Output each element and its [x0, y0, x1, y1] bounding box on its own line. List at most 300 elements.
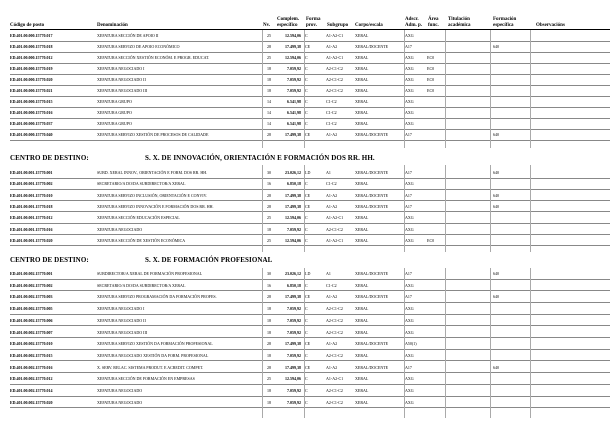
cell-adm: AXG: [405, 88, 414, 93]
cell-forma: LD: [305, 271, 311, 276]
cell-den: XEFATURA SECCIÓN DE FORMACIÓN EN EMPRESAS: [97, 376, 195, 382]
cell-adm: AXG: [405, 376, 414, 382]
cell-den: XEFATURA NEGOCIADO XESTIÓN DA FORM. PROFESIONAL: [97, 352, 209, 358]
cell-forma: C: [305, 317, 308, 323]
cell-sub: A2-C1-C2: [326, 88, 343, 93]
cell-code: ED.401.00.001.15770.001: [10, 170, 53, 175]
table-row: [0, 214, 615, 221]
cell-adm: AXG: [405, 282, 414, 288]
header-adscr: Adscr.: [405, 17, 419, 22]
cell-code: ED.401.00.002.15770.020: [10, 399, 53, 405]
cell-comp: 12.594,06: [285, 55, 301, 60]
cell-den: SUBDIRECTOR/A XERAL DE FORMACIÓN PROFESIONAL: [97, 271, 203, 276]
cell-forma: CE: [305, 294, 311, 300]
cell-forma: C: [305, 77, 308, 82]
cell-adm: AXG: [405, 388, 414, 393]
cell-den: XEFATURA SERVIZO DE APOIO ECONÓMICO: [97, 44, 180, 49]
column-rule: [490, 165, 491, 252]
cell-adm: AXG: [405, 329, 414, 335]
cell-form: 640: [493, 170, 499, 175]
cell-adm: A50(1): [405, 341, 417, 347]
cell-forma: LD: [305, 170, 311, 175]
cell-corp: XERAL: [355, 77, 369, 82]
cell-forma: C: [305, 388, 308, 393]
cell-adm: AXG: [405, 33, 414, 38]
cell-comp: 7.059,92: [287, 306, 301, 312]
cell-forma: C: [305, 215, 308, 221]
section-2-title: [10, 256, 273, 264]
cell-code: ED.401.00.000.15770.012: [10, 55, 53, 60]
cell-code: ED.401.00.000.15770.021: [10, 88, 53, 93]
cell-adm: AXG: [405, 306, 414, 312]
cell-den: XEFATURA GRUPO: [97, 99, 132, 104]
header-corpo: Corpo/escala: [355, 23, 383, 28]
table-row: [0, 352, 615, 359]
cell-code: ED.401.00.000.15770.019: [10, 66, 53, 71]
cell-comp: 17.499,38: [285, 364, 301, 370]
cell-adm: AXG: [405, 77, 414, 82]
table-row: [0, 317, 615, 324]
cell-forma: CE: [305, 192, 311, 198]
cell-corp: XERAL/DOCENTE: [355, 271, 389, 276]
table-row: [0, 270, 615, 277]
cell-nv: 18: [267, 399, 271, 405]
cell-den: XEFATURA NEGOCIADO II: [97, 77, 146, 82]
cell-nv: 14: [267, 110, 271, 115]
cell-sub: A1-A2: [326, 44, 338, 49]
cell-nv: 18: [267, 88, 271, 93]
header-titulacion: Titulación: [448, 17, 470, 22]
cell-comp: 6.541,98: [287, 121, 301, 126]
cell-nv: 14: [267, 99, 271, 104]
cell-code: ED.401.00.001.15770.010: [10, 192, 53, 198]
cell-den: XEFATURA GRUPO: [97, 121, 132, 126]
cell-sub: A2-C1-C2: [326, 399, 343, 405]
cell-forma: CE: [305, 364, 311, 370]
cell-den: XEFATURA SERVIZO PROGRAMACIÓN DA FORMACIÓN PROFES.: [97, 294, 217, 300]
cell-comp: 17.499,38: [285, 203, 301, 209]
header-codigo: Código de posto: [10, 23, 45, 28]
cell-comp: 7.059,92: [287, 226, 301, 232]
section-2-name: S. X. DE FORMACIÓN PROFESIONAL: [145, 256, 273, 264]
cell-comp: 12.594,06: [285, 376, 301, 382]
cell-form: 640: [493, 44, 499, 49]
cell-nv: 18: [267, 306, 271, 312]
cell-corp: XERAL/DOCENTE: [355, 341, 389, 347]
cell-den: XEFATURA SERVIZO INCLUSIÓN, ORIENTACIÓN E CONVIV.: [97, 192, 207, 198]
column-rule: [490, 30, 491, 148]
cell-forma: CE: [305, 132, 311, 137]
cell-sub: C1-C2: [326, 282, 337, 288]
cell-adm: AXG: [405, 399, 414, 405]
table-row: [0, 399, 615, 406]
cell-corp: XERAL: [355, 215, 369, 221]
cell-comp: 17.499,38: [285, 192, 301, 198]
cell-corp: XERAL: [355, 306, 369, 312]
table-row: [0, 43, 615, 50]
cell-code: ED.401.00.001.15770.020: [10, 237, 53, 243]
cell-corp: XERAL: [355, 388, 369, 393]
cell-comp: 23.026,12: [285, 170, 301, 175]
header-rule: [10, 29, 610, 30]
cell-den: X. SERV. RELAC. SISTEMA PRODUT. E ACREDIT. COMPET.: [97, 364, 204, 370]
column-rule: [445, 165, 446, 252]
row-rule: [10, 41, 610, 42]
cell-code: ED.401.00.001.15770.002: [10, 181, 53, 187]
cell-forma: C: [305, 237, 308, 243]
cell-sub: A1-A2: [326, 364, 338, 370]
table-row: [0, 120, 615, 127]
cell-code: ED.401.00.000.15770.015: [10, 99, 53, 104]
cell-code: ED.401.00.000.15770.018: [10, 44, 53, 49]
cell-sub: A1-A2: [326, 341, 338, 347]
row-rule: [10, 178, 610, 179]
table-row: [0, 387, 615, 394]
cell-corp: XERAL/DOCENTE: [355, 294, 389, 300]
table-row: [0, 180, 615, 187]
cell-code: ED.401.00.001.15770.012: [10, 215, 53, 221]
cell-comp: 12.594,06: [285, 33, 301, 38]
column-rule: [304, 268, 305, 418]
row-rule: [10, 85, 610, 86]
cell-den: SECRETARIO/A DO/DA SUBDIRECTOR/A XERAL: [97, 282, 186, 288]
cell-comp: 17.499,38: [285, 132, 301, 137]
cell-adm: AXG: [405, 215, 414, 221]
cell-den: XEFATURA NEGOCIADO I: [97, 66, 145, 71]
cell-comp: 23.026,12: [285, 271, 301, 276]
column-rule: [530, 165, 531, 252]
cell-nv: 18: [267, 317, 271, 323]
section-1-name: S. X. DE INNOVACIÓN, ORIENTACIÓN E FORMACIÓN DOS RR. HH.: [145, 154, 375, 162]
cell-sub: A1-A2: [326, 203, 338, 209]
cell-sub: A1-A2: [326, 132, 338, 137]
cell-nv: 28: [267, 203, 271, 209]
header-academica: académica: [448, 23, 471, 28]
cell-forma: C: [305, 55, 308, 60]
cell-sub: C1-C2: [326, 110, 337, 115]
cell-comp: 17.499,38: [285, 44, 301, 49]
cell-den: XEFATURA NEGOCIADO: [97, 388, 143, 393]
cell-den: SUBD. XERAL INNOV., ORIENTACIÓN E FORM. DOS RR. HH.: [97, 170, 208, 175]
cell-form: 640: [493, 271, 499, 276]
cell-nv: 18: [267, 77, 271, 82]
cell-nv: 18: [267, 66, 271, 71]
cell-code: ED.401.00.002.15770.001: [10, 271, 53, 276]
cell-area: EC0: [427, 88, 435, 93]
cell-adm: AXG: [405, 121, 414, 126]
table-row: [0, 375, 615, 382]
cell-area: EC0: [427, 237, 435, 243]
column-rule: [530, 268, 531, 418]
cell-corp: XERAL: [355, 88, 369, 93]
column-rule: [445, 268, 446, 418]
table-row: [0, 109, 615, 116]
cell-corp: XERAL: [355, 352, 369, 358]
cell-den: XEFATURA SECCIÓN EDUCACIÓN ESPECIAL: [97, 215, 180, 221]
cell-code: ED.401.00.002.15770.015: [10, 352, 53, 358]
cell-comp: 12.594,06: [285, 215, 301, 221]
cell-den: XEFATURA NEGOCIADO III: [97, 329, 148, 335]
header-prov: prov.: [306, 23, 317, 28]
cell-form: 640: [493, 132, 499, 137]
row-rule: [10, 234, 610, 235]
column-rule: [262, 30, 263, 148]
cell-code: ED.401.00.002.15770.002: [10, 282, 53, 288]
cell-code: ED.401.00.000.15770.016: [10, 110, 53, 115]
cell-den: XEFATURA NEGOCIADO I: [97, 306, 145, 312]
cell-nv: 18: [267, 329, 271, 335]
row-rule: [10, 211, 610, 212]
cell-den: XEFATURA SERVIZO XESTIÓN DE PROCESOS DE CALIDADE: [97, 132, 209, 137]
cell-corp: XERAL: [355, 317, 369, 323]
cell-corp: XERAL: [355, 282, 369, 288]
cell-comp: 7.059,92: [287, 329, 301, 335]
cell-comp: 6.541,98: [287, 110, 301, 115]
cell-code: ED.401.00.001.15770.016: [10, 226, 53, 232]
row-rule: [10, 337, 610, 338]
cell-adm: A17: [405, 170, 412, 175]
table-row: [0, 87, 615, 94]
cell-forma: CE: [305, 44, 311, 49]
header-formacion: Formación: [493, 17, 517, 22]
cell-comp: 6.541,98: [287, 99, 301, 104]
header-subgrupo: Subgrupo: [327, 23, 349, 28]
cell-comp: 7.059,92: [287, 88, 301, 93]
cell-code: ED.401.00.002.15770.010: [10, 341, 53, 347]
cell-nv: 28: [267, 364, 271, 370]
cell-code: ED.401.00.000.15770.017: [10, 33, 53, 38]
cell-corp: XERAL: [355, 66, 369, 71]
cell-nv: 25: [267, 376, 271, 382]
row-rule: [10, 384, 610, 385]
cell-form: 640: [493, 203, 499, 209]
cell-den: SECRETARIO/A DO/DA SUBDIRECTOR/A XERAL: [97, 181, 186, 187]
cell-sub: A1-A2-C1: [326, 55, 344, 60]
column-rule: [262, 268, 263, 418]
cell-forma: C: [305, 88, 308, 93]
cell-forma: C: [305, 376, 308, 382]
cell-sub: A1-A2: [326, 192, 338, 198]
row-rule: [10, 302, 610, 303]
row-rule: [10, 52, 610, 53]
cell-den: XEFATURA SERVIZO XESTIÓN DA FORMACIÓN PROFESIONAL: [97, 341, 213, 347]
cell-sub: C1-C2: [326, 99, 337, 104]
header-complem: Complem.: [277, 17, 300, 22]
cell-adm: A17: [405, 271, 412, 276]
cell-nv: 28: [267, 44, 271, 49]
row-rule: [10, 129, 610, 130]
header-nv: Nv.: [263, 23, 271, 28]
cell-adm: A17: [405, 294, 412, 300]
cell-sub: A2-C1-C2: [326, 66, 343, 71]
column-rule: [304, 30, 305, 148]
cell-nv: 18: [267, 388, 271, 393]
cell-form: 640: [493, 192, 499, 198]
cell-forma: C: [305, 352, 308, 358]
row-rule: [10, 279, 610, 280]
cell-sub: A2-C1-C2: [326, 329, 343, 335]
cell-den: XEFATURA NEGOCIADO: [97, 226, 143, 232]
cell-form: 640: [493, 294, 499, 300]
cell-den: XEFATURA GRUPO: [97, 110, 132, 115]
row-rule: [10, 407, 610, 408]
cell-adm: AXG: [405, 99, 414, 104]
row-rule: [10, 189, 610, 190]
cell-sub: A2-C1-C2: [326, 388, 343, 393]
cell-sub: A2-C1-C2: [326, 306, 343, 312]
cell-corp: XERAL/DOCENTE: [355, 364, 389, 370]
cell-comp: 7.059,92: [287, 388, 301, 393]
cell-comp: 6.850,18: [287, 282, 301, 288]
header-adm: Adm. p.: [405, 23, 423, 28]
cell-form: 640: [493, 364, 499, 370]
cell-corp: XERAL/DOCENTE: [355, 192, 389, 198]
row-rule: [10, 349, 610, 350]
header-area: Área: [428, 17, 439, 22]
cell-forma: C: [305, 99, 308, 104]
column-rule: [445, 30, 446, 148]
cell-corp: XERAL: [355, 99, 369, 104]
cell-corp: XERAL: [355, 110, 369, 115]
cell-corp: XERAL: [355, 121, 369, 126]
cell-den: XEFATURA SECCIÓN XESTIÓN ECONÓM. E PROGR. EDUCAT.: [97, 55, 210, 60]
cell-adm: AXG: [405, 352, 414, 358]
cell-comp: 7.059,92: [287, 399, 301, 405]
cell-corp: XERAL: [355, 33, 369, 38]
cell-code: ED.401.00.001.15770.018: [10, 203, 53, 209]
cell-nv: 14: [267, 121, 271, 126]
table-row: [0, 226, 615, 233]
cell-adm: AXG: [405, 237, 414, 243]
cell-comp: 7.059,92: [287, 317, 301, 323]
cell-adm: A17: [405, 364, 412, 370]
row-rule: [10, 107, 610, 108]
cell-forma: C: [305, 282, 308, 288]
row-rule: [10, 118, 610, 119]
row-rule: [10, 63, 610, 64]
cell-nv: 30: [267, 271, 271, 276]
cell-nv: 18: [267, 352, 271, 358]
cell-code: ED.401.00.000.15770.020: [10, 77, 53, 82]
cell-area: EC0: [427, 66, 435, 71]
cell-forma: C: [305, 181, 308, 187]
table-row: [0, 32, 615, 39]
cell-forma: C: [305, 226, 308, 232]
cell-den: XEFATURA NEGOCIADO II: [97, 317, 146, 323]
cell-den: XEFATURA SECCIÓN DE APOIO II: [97, 33, 159, 38]
section-1-title: [10, 154, 375, 162]
cell-adm: A17: [405, 203, 412, 209]
header-especifico: específico: [277, 23, 298, 28]
column-rule: [530, 30, 531, 148]
cell-comp: 12.594,06: [285, 237, 301, 243]
row-rule: [10, 360, 610, 361]
cell-code: ED.401.00.002.15770.016: [10, 364, 53, 370]
row-rule: [10, 96, 610, 97]
cell-sub: A2-C1-C2: [326, 226, 343, 232]
table-row: [0, 305, 615, 312]
cell-forma: C: [305, 33, 308, 38]
table-row: [0, 169, 615, 176]
column-rule: [262, 165, 263, 252]
cell-nv: 18: [267, 226, 271, 232]
table-row: [0, 364, 615, 371]
cell-forma: CE: [305, 203, 311, 209]
cell-corp: XERAL: [355, 55, 369, 60]
row-rule: [10, 396, 610, 397]
cell-sub: A1-A2-C1: [326, 376, 344, 382]
cell-code: ED.401.00.002.15770.007: [10, 329, 53, 335]
header-especifica: específica: [493, 23, 514, 28]
cell-sub: A1: [326, 271, 331, 276]
cell-nv: 16: [267, 282, 271, 288]
cell-sub: C1-C2: [326, 181, 337, 187]
cell-forma: C: [305, 306, 308, 312]
cell-sub: A1-A2-C1: [326, 237, 344, 243]
cell-forma: C: [305, 399, 308, 405]
row-rule: [10, 372, 610, 373]
cell-sub: A2-C1-C2: [326, 352, 343, 358]
row-rule: [10, 74, 610, 75]
cell-code: ED.401.00.002.15770.012: [10, 376, 53, 382]
row-rule: [10, 245, 610, 246]
table-row: [0, 98, 615, 105]
row-rule: [10, 223, 610, 224]
cell-corp: XERAL: [355, 399, 369, 405]
cell-area: EC0: [427, 55, 435, 60]
cell-sub: A1-A2-C1: [326, 215, 344, 221]
cell-adm: AXG: [405, 66, 414, 71]
cell-area: EC0: [427, 77, 435, 82]
section-1-label: CENTRO DE DESTINO:: [10, 154, 89, 162]
row-rule: [10, 325, 610, 326]
cell-code: ED.401.00.000.15770.037: [10, 121, 53, 126]
cell-nv: 25: [267, 215, 271, 221]
cell-adm: A17: [405, 132, 412, 137]
cell-code: ED.401.00.000.15770.040: [10, 132, 53, 137]
table-row: [0, 131, 615, 138]
cell-nv: 16: [267, 181, 271, 187]
section-2-label: CENTRO DE DESTINO:: [10, 256, 89, 264]
cell-nv: 28: [267, 341, 271, 347]
header-denominacion: Denominación: [97, 23, 128, 28]
cell-corp: XERAL/DOCENTE: [355, 170, 389, 175]
cell-code: ED.401.00.002.15770.005: [10, 306, 53, 312]
cell-corp: XERAL: [355, 226, 369, 232]
table-row: [0, 340, 615, 347]
cell-comp: 17.499,38: [285, 341, 301, 347]
cell-adm: AXG: [405, 181, 414, 187]
cell-corp: XERAL/DOCENTE: [355, 44, 389, 49]
cell-comp: 17.499,38: [285, 294, 301, 300]
cell-corp: XERAL: [355, 329, 369, 335]
table-row: [0, 54, 615, 61]
cell-adm: AXG: [405, 55, 414, 60]
column-rule: [404, 268, 405, 418]
table-row: [0, 237, 615, 244]
column-rule: [404, 30, 405, 148]
cell-comp: 7.059,92: [287, 352, 301, 358]
table-row: [0, 192, 615, 199]
cell-den: XEFATURA NEGOCIADO: [97, 399, 143, 405]
row-rule: [10, 200, 610, 201]
row-rule: [10, 290, 610, 291]
cell-corp: XERAL/DOCENTE: [355, 203, 389, 209]
cell-nv: 25: [267, 33, 271, 38]
column-rule: [404, 165, 405, 252]
cell-den: XEFATURA NEGOCIADO III: [97, 88, 148, 93]
cell-code: ED.401.00.002.15770.003: [10, 294, 53, 300]
